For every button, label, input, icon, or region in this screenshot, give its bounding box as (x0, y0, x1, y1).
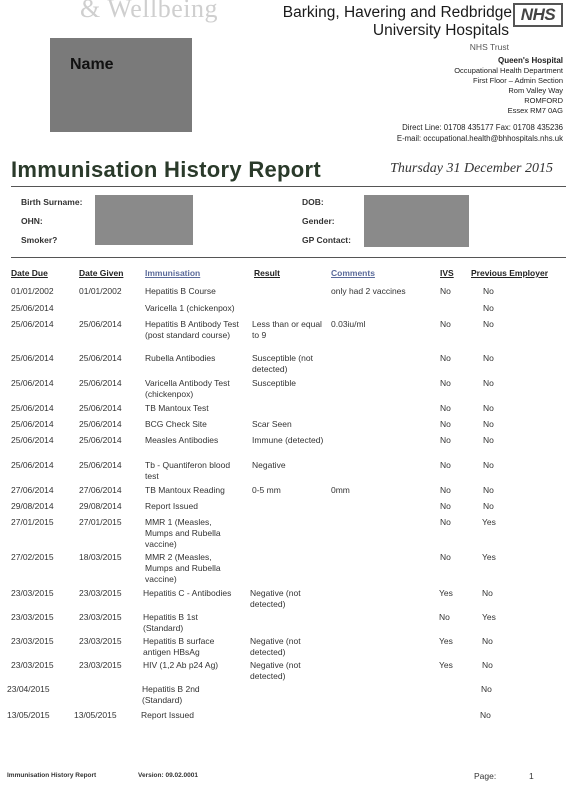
cell-result: Immune (detected) (252, 435, 324, 445)
cell-ivs: No (440, 517, 451, 527)
cell-date-given: 18/03/2015 (79, 552, 122, 562)
cell-immunisation: Rubella Antibodies (145, 353, 216, 363)
cell-immunisation: Hepatitis B 2nd (Standard) (142, 684, 200, 705)
cell-previous-employer: No (483, 485, 494, 495)
cell-date-due: 23/03/2015 (11, 588, 54, 598)
cell-ivs: No (440, 435, 451, 445)
cell-comments: 0mm (331, 485, 350, 495)
address-line: First Floor – Admin Section (472, 76, 563, 85)
header-ivs: IVS (440, 268, 454, 278)
cell-date-due: 27/02/2015 (11, 552, 54, 562)
report-date: Thursday 31 December 2015 (390, 161, 553, 176)
cell-date-due: 29/08/2014 (11, 501, 54, 511)
cell-result: Negative (not detected) (250, 636, 301, 657)
cell-ivs: Yes (439, 636, 453, 646)
cell-immunisation: MMR 1 (Measles, Mumps and Rubella vaccine) (145, 517, 221, 549)
cell-ivs: No (440, 485, 451, 495)
cell-date-given: 25/06/2014 (79, 419, 122, 429)
cell-date-given: 27/01/2015 (79, 517, 122, 527)
direct-line: Direct Line: 01708 435177 Fax: 01708 435236 (402, 123, 563, 132)
cell-immunisation: Report Issued (141, 710, 194, 720)
cell-date-given: 23/03/2015 (79, 612, 122, 622)
cell-date-due: 23/03/2015 (11, 612, 54, 622)
org-name-line1: Barking, Havering and Redbridge (282, 4, 512, 21)
cell-immunisation: Hepatitis B Antibody Test (post standard course) (145, 319, 239, 340)
footer-page-number: 1 (529, 771, 534, 781)
cell-result: Negative (not detected) (250, 588, 301, 609)
cell-previous-employer: No (483, 460, 494, 470)
cell-date-given: 25/06/2014 (79, 378, 122, 388)
cell-date-given: 13/05/2015 (74, 710, 117, 720)
cell-ivs: No (440, 353, 451, 363)
cell-date-given: 29/08/2014 (79, 501, 122, 511)
cell-result: Susceptible (252, 378, 296, 388)
cell-immunisation: TB Mantoux Reading (145, 485, 225, 495)
gp-contact-label: GP Contact: (302, 235, 351, 245)
birth-surname-label: Birth Surname: (21, 197, 83, 207)
address-hospital: Queen's Hospital (497, 56, 563, 65)
address-line: Rom Valley Way (508, 86, 563, 95)
watermark-logo-text: & Wellbeing (80, 0, 218, 23)
cell-immunisation: Hepatitis B 1st (Standard) (143, 612, 198, 633)
cell-date-due: 23/03/2015 (11, 636, 54, 646)
footer-title: Immunisation History Report (7, 772, 97, 779)
cell-date-due: 25/06/2014 (11, 319, 54, 329)
cell-result: Susceptible (not detected) (252, 353, 313, 374)
name-placeholder: Name (70, 56, 114, 73)
org-name-line2: University Hospitals (372, 22, 509, 39)
trust-label: NHS Trust (469, 42, 509, 52)
cell-previous-employer: No (480, 710, 491, 720)
cell-previous-employer: No (483, 419, 494, 429)
cell-date-due: 25/06/2014 (11, 403, 54, 413)
header-date-given: Date Given (79, 268, 124, 278)
cell-previous-employer: Yes (482, 517, 496, 527)
cell-immunisation: HIV (1,2 Ab p24 Ag) (143, 660, 219, 670)
cell-ivs: No (440, 552, 451, 562)
cell-ivs: No (440, 501, 451, 511)
cell-ivs: No (440, 403, 451, 413)
gender-label: Gender: (302, 216, 335, 226)
cell-date-given: 25/06/2014 (79, 460, 122, 470)
header-result: Result (254, 268, 280, 278)
cell-date-given: 27/06/2014 (79, 485, 122, 495)
cell-previous-employer: No (482, 636, 493, 646)
cell-previous-employer: No (483, 286, 494, 296)
cell-immunisation: Report Issued (145, 501, 198, 511)
cell-ivs: No (440, 378, 451, 388)
cell-immunisation: BCG Check Site (145, 419, 207, 429)
cell-date-due: 25/06/2014 (11, 419, 54, 429)
nhs-logo: NHS (513, 3, 563, 27)
cell-date-due: 01/01/2002 (11, 286, 54, 296)
cell-date-due: 25/06/2014 (11, 303, 54, 313)
address-line: ROMFORD (524, 96, 563, 105)
cell-date-due: 27/06/2014 (11, 485, 54, 495)
cell-date-due: 23/03/2015 (11, 660, 54, 670)
cell-date-given: 23/03/2015 (79, 660, 122, 670)
cell-date-given: 25/06/2014 (79, 403, 122, 413)
cell-previous-employer: No (483, 378, 494, 388)
cell-date-given: 25/06/2014 (79, 319, 122, 329)
ohn-label: OHN: (21, 216, 43, 226)
cell-date-due: 25/06/2014 (11, 378, 54, 388)
cell-date-due: 25/06/2014 (11, 460, 54, 470)
cell-date-due: 27/01/2015 (11, 517, 54, 527)
footer-version: Version: 09.02.0001 (138, 772, 198, 779)
cell-immunisation: Hepatitis B Course (145, 286, 216, 296)
cell-ivs: Yes (439, 588, 453, 598)
cell-previous-employer: No (483, 319, 494, 329)
cell-ivs: No (440, 460, 451, 470)
cell-immunisation: Hepatitis B surface antigen HBsAg (143, 636, 215, 657)
smoker-label: Smoker? (21, 235, 58, 245)
cell-immunisation: Tb - Quantiferon blood test (145, 460, 231, 481)
cell-comments: 0.03iu/ml (331, 319, 366, 329)
cell-ivs: No (440, 419, 451, 429)
cell-date-given: 25/06/2014 (79, 353, 122, 363)
report-title: Immunisation History Report (11, 157, 322, 182)
cell-result: 0-5 mm (252, 485, 281, 495)
cell-ivs: No (440, 286, 451, 296)
cell-previous-employer: No (483, 303, 494, 313)
address-line: Occupational Health Department (454, 66, 563, 75)
cell-ivs: No (439, 612, 450, 622)
cell-date-given: 25/06/2014 (79, 435, 122, 445)
cell-date-due: 13/05/2015 (7, 710, 50, 720)
cell-immunisation: MMR 2 (Measles, Mumps and Rubella vaccine) (145, 552, 221, 584)
cell-immunisation: Measles Antibodies (145, 435, 219, 445)
header-date-due: Date Due (11, 268, 48, 278)
cell-ivs: Yes (439, 660, 453, 670)
header-comments: Comments (331, 268, 375, 278)
cell-date-given: 23/03/2015 (79, 588, 122, 598)
cell-date-due: 25/06/2014 (11, 353, 54, 363)
cell-previous-employer: No (481, 684, 492, 694)
cell-result: Less than or equal to 9 (252, 319, 322, 340)
cell-immunisation: Hepatitis C - Antibodies (143, 588, 232, 598)
cell-result: Negative (252, 460, 286, 470)
cell-result: Negative (not detected) (250, 660, 301, 681)
cell-date-given: 23/03/2015 (79, 636, 122, 646)
cell-previous-employer: Yes (482, 552, 496, 562)
cell-comments: only had 2 vaccines (331, 286, 406, 296)
address-line: Essex RM7 0AG (507, 106, 563, 115)
cell-result: Scar Seen (252, 419, 292, 429)
footer-page-label: Page: (474, 771, 497, 781)
email-line: E-mail: occupational.health@bhhospitals.nhs.uk (396, 134, 563, 143)
cell-immunisation: Varicella Antibody Test (chickenpox) (145, 378, 230, 399)
cell-immunisation: Varicella 1 (chickenpox) (145, 303, 235, 313)
cell-previous-employer: No (482, 588, 493, 598)
cell-ivs: No (440, 319, 451, 329)
cell-date-given: 01/01/2002 (79, 286, 122, 296)
cell-previous-employer: No (483, 435, 494, 445)
cell-previous-employer: Yes (482, 612, 496, 622)
cell-date-due: 23/04/2015 (7, 684, 50, 694)
cell-immunisation: TB Mantoux Test (145, 403, 209, 413)
header-previous-employer: Previous Employer (471, 268, 549, 278)
cell-previous-employer: No (482, 660, 493, 670)
cell-date-due: 25/06/2014 (11, 435, 54, 445)
cell-previous-employer: No (483, 501, 494, 511)
header-immunisation: Immunisation (145, 268, 201, 278)
cell-previous-employer: No (483, 353, 494, 363)
cell-previous-employer: No (483, 403, 494, 413)
dob-label: DOB: (302, 197, 324, 207)
